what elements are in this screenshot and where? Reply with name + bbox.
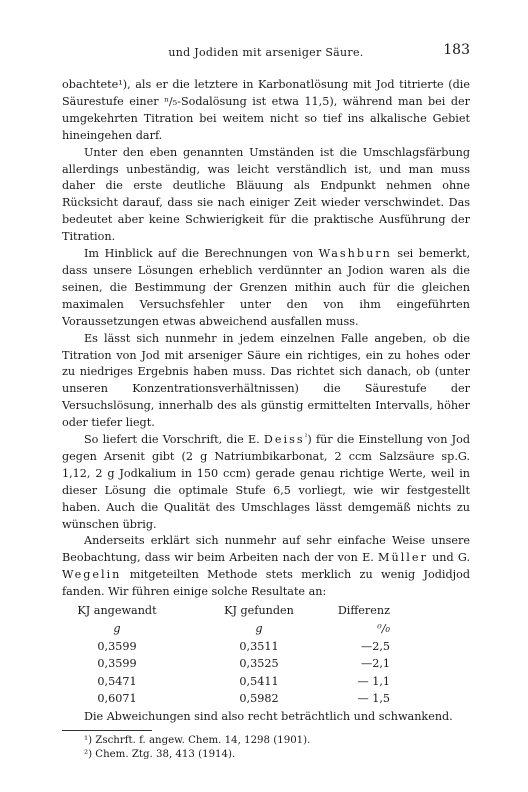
column-header: KJ angewandt bbox=[77, 604, 157, 618]
paragraph: Unter den eben genannten Umständen ist die Umschlagsfärbung allerdings unbeständig, was leicht verständlich ist, und man muss daher die erste deutliche Bläuung als Endpunkt nehmen ohne Rücksicht darauf, dass sie nach einiger Zeit wieder verschwindet. Das bedeutet aber keine Schwierigkeit für die praktische Ausführung der Titration. bbox=[62, 145, 470, 244]
column-header: KJ gefunden bbox=[224, 604, 294, 618]
table-row bbox=[76, 691, 400, 709]
results-table bbox=[76, 603, 400, 709]
paragraph-text: und G. bbox=[427, 551, 470, 565]
table-cell: 0,5471 bbox=[97, 674, 137, 688]
table-row bbox=[76, 673, 400, 691]
running-title: und Jodiden mit arseniger Säure. bbox=[168, 46, 364, 59]
footnote-divider bbox=[62, 730, 152, 731]
paragraph-text: ) für die Einstellung von Jod gegen Arsenit gibt (2 g Natriumbikarbonat, 2 ccm Salzsäure sp.G. 1,12, 2 g Jodkalium in 150 ccm) gerade genau richtige Werte, weil in dieser Lösung die optimale Stufe 6,5 vorliegt, wie wir festgestellt haben. Auch die Qualität des Umschlages lässt demgemäß nichts zu wünschen übrig. bbox=[62, 433, 470, 531]
table-cell: 0,6071 bbox=[97, 692, 137, 706]
footnote: ²) Chem. Ztg. 38, 413 (1914). bbox=[84, 748, 236, 760]
table-cell: 0,3599 bbox=[97, 657, 137, 671]
table-cell: —2,5 bbox=[361, 639, 390, 653]
paragraph: obachtete¹), als er die letztere in Karbonatlösung mit Jod titrierte (die Säurestufe einer ⁿ/₅-Sodalösung ist etwa 11,5), während man bei der umgekehrten Titration bei weitem nicht so tief ins alkalische Gebiet hineingehen darf. bbox=[62, 78, 470, 142]
table-units-row bbox=[76, 621, 400, 639]
table-row bbox=[76, 638, 400, 656]
table-cell: 0,5411 bbox=[239, 674, 279, 688]
table-cell: 0,3511 bbox=[239, 639, 279, 653]
paragraph: Es lässt sich nunmehr in jedem einzelnen Falle angeben, ob die Titration von Jod mit arseniger Säure ein richtiges, ein zu hohes oder zu niedriges Ergebnis haben muss. Das richtet sich danach, ob (unter unseren Konzentrationsverhältnissen) die Säurestufe der Versuchslösung, innerhalb des als günstig ermittelten Intervalls, höher oder tiefer liegt. bbox=[62, 331, 470, 430]
paragraph bbox=[62, 246, 470, 331]
page-header bbox=[62, 36, 470, 60]
footnote-ref: ² bbox=[304, 433, 308, 442]
footnote: ¹) Zschrft. f. angew. Chem. 14, 1298 (1901). bbox=[84, 734, 311, 746]
unit-label: g bbox=[113, 622, 121, 636]
page bbox=[62, 36, 470, 762]
paragraph-text: sei bemerkt, dass unsere Lösungen erheblich verdünnter an Jodion waren als die seinen, die Bestimmung der Grenzen mithin auch für die gleichen maximalen Versuchsfehler unter den von ihm eingeführten Voraussetzungen etwas abweichend ausfallen muss. bbox=[62, 247, 470, 328]
page-number: 183 bbox=[443, 42, 470, 58]
table-header-row bbox=[76, 603, 400, 621]
paragraph bbox=[62, 533, 470, 601]
author-name: Wegelin bbox=[62, 568, 122, 582]
footnotes bbox=[62, 734, 470, 762]
paragraph-text: Anderseits erklärt sich nunmehr auf sehr einfache Weise unsere Beobachtung, dass wir beim Arbeiten nach der von E. bbox=[62, 534, 470, 565]
author-name: Deiss bbox=[263, 433, 305, 447]
table-cell: — 1,1 bbox=[357, 674, 390, 688]
author-name: Müller bbox=[378, 551, 428, 565]
table-row bbox=[76, 656, 400, 674]
body-text bbox=[62, 77, 470, 726]
table-cell: —2,1 bbox=[361, 657, 390, 671]
paragraph-text: Im Hinblick auf die Berechnungen von bbox=[84, 247, 319, 261]
author-name: Washburn bbox=[318, 247, 392, 261]
table-cell: — 1,5 bbox=[357, 692, 390, 706]
paragraph bbox=[62, 432, 470, 533]
paragraph-text: So liefert die Vorschrift, die E. bbox=[84, 433, 264, 447]
table-cell: 0,3599 bbox=[97, 639, 137, 653]
table-cell: 0,5982 bbox=[239, 692, 279, 706]
column-header: Differenz bbox=[337, 604, 390, 618]
paragraph-text: mitgeteilten Methode stets merklich zu wenig Jodidjod fanden. Wir führen einige solche Resultate an: bbox=[62, 568, 470, 599]
paragraph: Die Abweichungen sind also recht beträchtlich und schwankend. bbox=[84, 709, 453, 723]
table-cell: 0,3525 bbox=[239, 657, 279, 671]
unit-label: g bbox=[255, 622, 263, 636]
unit-label: ⁰/₀ bbox=[377, 622, 390, 636]
